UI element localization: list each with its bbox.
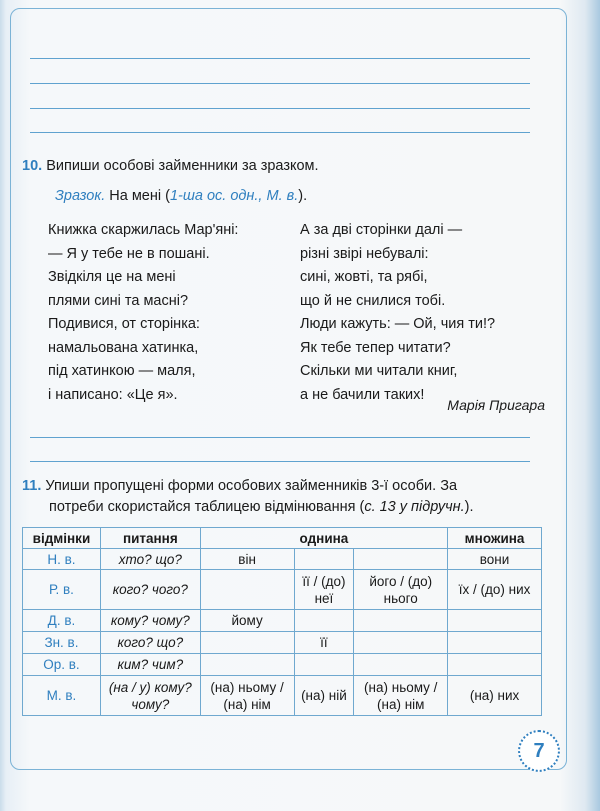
sample	[55, 188, 307, 204]
table-row	[23, 549, 542, 570]
poem-line: Книжка скаржилась Мар'яні:	[48, 222, 239, 238]
table-row	[23, 632, 542, 654]
poem-line: намальована хатинка,	[48, 339, 199, 356]
answer-cell: її	[294, 632, 354, 654]
poem-line: сині, жовті, та рябі,	[300, 269, 428, 285]
poem-left-column	[48, 219, 238, 407]
answer-cell[interactable]	[354, 654, 448, 676]
task-number: 11.	[22, 478, 42, 494]
sample-end: ).	[298, 188, 308, 204]
case-cell: Н. в.	[23, 549, 101, 570]
poem-right-column	[300, 219, 495, 407]
pronoun-declension-table	[22, 527, 542, 716]
question-cell: кого? що?	[100, 632, 200, 654]
answer-cell: їх / (до) них	[448, 570, 542, 610]
table-row	[23, 570, 542, 610]
poem-line: Звідкіля це на мені	[48, 269, 176, 285]
answer-cell[interactable]	[448, 632, 542, 654]
answer-cell[interactable]	[294, 654, 354, 676]
poem-line: що й не снилися тобі.	[300, 292, 446, 309]
answer-cell[interactable]	[200, 570, 294, 610]
poem-line: Люди кажуть: — Ой, чия ти!?	[300, 316, 496, 332]
page-number: 7	[518, 730, 560, 772]
sample-label: Зразок.	[55, 188, 106, 204]
poem-line: під хатинкою — маля,	[48, 363, 196, 379]
answer-cell: (на) них	[448, 676, 542, 716]
answer-cell[interactable]	[354, 632, 448, 654]
answer-cell[interactable]	[200, 632, 294, 654]
answer-cell: її / (до) неї	[294, 570, 354, 610]
task-instruction-line1: Упиши пропущені форми особових займенників 3-ї особи. За	[45, 478, 458, 494]
question-cell: кому? чому?	[100, 610, 200, 632]
header-question: питання	[100, 528, 200, 549]
answer-cell[interactable]	[200, 654, 294, 676]
header-plural: множина	[448, 528, 542, 549]
question-cell: кого? чого?	[100, 570, 200, 610]
poem-line: різні звірі небувалі:	[300, 245, 429, 262]
answer-cell: (на) ній	[294, 676, 354, 716]
poem-line: Скільки ми читали книг,	[300, 363, 458, 379]
writing-line[interactable]	[30, 58, 530, 59]
table-row	[23, 610, 542, 632]
task-10-heading	[22, 156, 319, 177]
answer-cell[interactable]	[448, 654, 542, 676]
poem-line: Подивися, от сторінка:	[48, 316, 200, 332]
question-cell: хто? що?	[100, 549, 200, 570]
header-cases: відмінки	[23, 528, 101, 549]
case-cell: М. в.	[23, 676, 101, 716]
answer-cell[interactable]	[294, 610, 354, 632]
writing-line[interactable]	[30, 83, 530, 84]
sample-hint: 1-ша ос. одн., М. в.	[169, 188, 299, 204]
writing-line[interactable]	[30, 461, 530, 462]
poem-line: А за дві сторінки далі —	[300, 222, 463, 238]
answer-cell: (на) ньому / (на) нім	[200, 676, 294, 716]
answer-cell[interactable]	[354, 549, 448, 570]
table-row	[23, 654, 542, 676]
writing-line[interactable]	[30, 132, 530, 133]
poem-line: а не бачили таких!	[300, 386, 425, 403]
case-cell: Р. в.	[23, 570, 101, 610]
header-singular: однина	[200, 528, 447, 549]
answer-cell[interactable]	[354, 610, 448, 632]
sample-text: На мені (	[109, 188, 170, 204]
writing-line[interactable]	[30, 108, 530, 109]
answer-cell[interactable]	[448, 610, 542, 632]
case-cell: Ор. в.	[23, 654, 101, 676]
task-instruction-line2: потреби скористайся таблицею відмінювання (	[49, 499, 365, 515]
table-header-row	[23, 528, 542, 549]
table-row	[23, 676, 542, 716]
question-cell: (на / у) кому? чому?	[100, 676, 200, 716]
task-reference: с. 13 у підручн.	[364, 499, 465, 515]
poem-author: Марія Пригара	[447, 397, 545, 413]
answer-cell: вони	[448, 549, 542, 570]
poem-line: плями сині та масні?	[48, 292, 189, 309]
answer-cell: (на) ньому / (на) нім	[354, 676, 448, 716]
answer-cell: йому	[200, 610, 294, 632]
task-instruction: Випиши особові займенники за зразком.	[46, 158, 319, 174]
case-cell: Зн. в.	[23, 632, 101, 654]
poem-line: — Я у тебе не в пошані.	[48, 245, 210, 262]
task-number: 10.	[22, 158, 43, 174]
answer-cell: він	[200, 549, 294, 570]
task-11-heading	[22, 476, 473, 518]
question-cell: ким? чим?	[100, 654, 200, 676]
writing-line[interactable]	[30, 437, 530, 438]
answer-cell: його / (до) нього	[354, 570, 448, 610]
poem-line: і написано: «Це я».	[48, 386, 178, 403]
answer-cell[interactable]	[294, 549, 354, 570]
poem-line: Як тебе тепер читати?	[300, 339, 451, 356]
task-instruction-end: ).	[464, 499, 474, 515]
case-cell: Д. в.	[23, 610, 101, 632]
